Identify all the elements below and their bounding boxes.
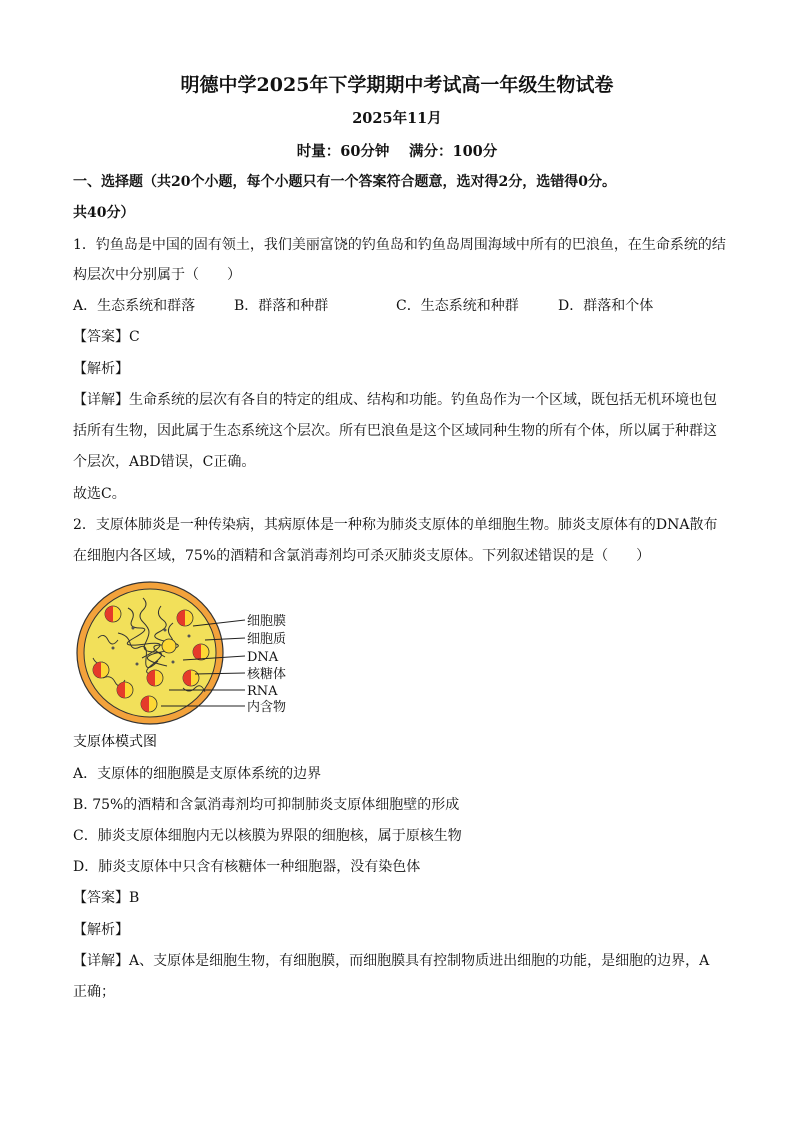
label-inclusion: 内含物	[247, 700, 287, 715]
q1-stem-line1: 1．钓鱼岛是中国的固有领土，我们美丽富饶的钓鱼岛和钓鱼岛周围海域中所有的巴浪鱼，在生命系统的结	[73, 237, 726, 253]
q1-option-a: A．生态系统和群落	[73, 298, 196, 314]
exam-time-score: 时量：60分钟 满分：100分	[296, 143, 498, 160]
label-cell-membrane: 细胞膜	[247, 614, 287, 629]
q2-stem-line2: 在细胞内各区域，75%的酒精和含氯消毒剂均可杀灭肺炎支原体。下列叙述错误的是（ ）	[73, 548, 651, 564]
q2-detail-line1: 【详解】A、支原体是细胞生物，有细胞膜，而细胞膜具有控制物质进出细胞的功能，是细胞的边界，A	[73, 953, 710, 969]
label-rna: RNA	[247, 684, 278, 699]
q1-stem-line2: 构层次中分别属于（ ）	[73, 267, 241, 283]
exam-title: 明德中学2025年下学期期中考试高一年级生物试卷	[180, 74, 614, 96]
q1-detail-line3: 个层次，ABD错误，C正确。	[73, 454, 256, 470]
section-heading-line1: 一、选择题（共20个小题，每个小题只有一个答案符合题意，选对得2分，选错得0分。	[73, 174, 616, 190]
label-ribosome: 核糖体	[247, 667, 287, 682]
q1-detail-line2: 括所有生物，因此属于生态系统这个层次。所有巴浪鱼是这个区域同种生物的所有个体，所以属于种群这	[73, 423, 717, 439]
q2-stem-line1: 2．支原体肺炎是一种传染病，其病原体是一种称为肺炎支原体的单细胞生物。肺炎支原体有的DNA散布	[73, 517, 718, 533]
q1-option-c: C．生态系统和种群	[396, 298, 519, 314]
q2-option-d: D．肺炎支原体中只含有核糖体一种细胞器，没有染色体	[73, 859, 421, 875]
q2-detail-line2: 正确；	[73, 984, 115, 1000]
q2-analysis-label: 【解析】	[73, 922, 129, 938]
mycoplasma-cell-illustration	[73, 578, 303, 753]
q2-option-b: B. 75%的酒精和含氯消毒剂均可抑制肺炎支原体细胞壁的形成	[73, 797, 460, 813]
label-cytoplasm: 细胞质	[247, 632, 287, 647]
exam-date: 2025年11月	[352, 110, 442, 127]
q1-answer: 【答案】C	[73, 329, 140, 345]
q1-conclusion: 故选C。	[73, 486, 126, 502]
q1-option-d: D．群落和个体	[558, 298, 654, 314]
figure-caption: 支原体模式图	[73, 734, 157, 750]
q1-detail-line1: 【详解】生命系统的层次有各自的特定的组成、结构和功能。钓鱼岛作为一个区域，既包括无机环境也包	[73, 392, 717, 408]
mycoplasma-diagram	[73, 578, 303, 753]
q2-option-c: C．肺炎支原体细胞内无以核膜为界限的细胞核，属于原核生物	[73, 828, 462, 844]
q1-analysis-label: 【解析】	[73, 361, 129, 377]
q2-option-a: A．支原体的细胞膜是支原体系统的边界	[73, 766, 322, 782]
label-dna: DNA	[247, 650, 279, 665]
section-heading-line2: 共40分）	[73, 205, 135, 221]
q1-option-b: B．群落和种群	[234, 298, 329, 314]
q2-answer: 【答案】B	[73, 890, 140, 906]
